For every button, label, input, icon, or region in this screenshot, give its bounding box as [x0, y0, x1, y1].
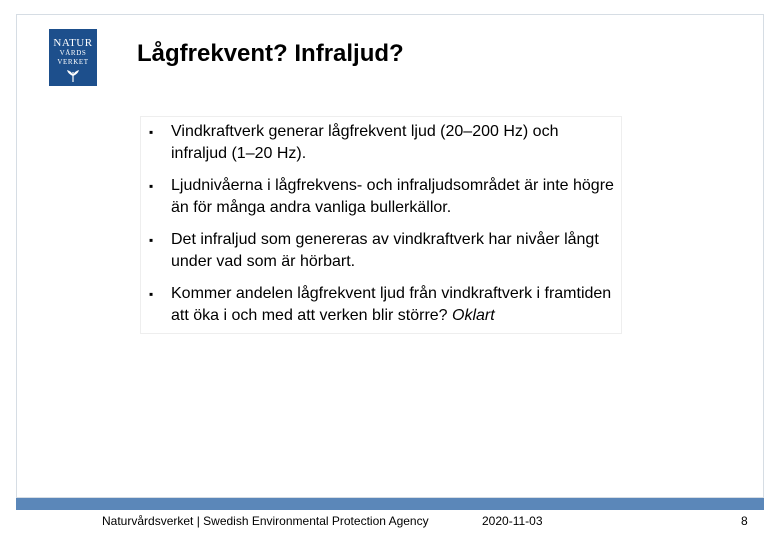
bullet-text: [147, 283, 617, 327]
logo-line-3: VERKET: [57, 58, 89, 66]
logo-line-2: VÅRDS: [59, 49, 87, 57]
bullet-item: [147, 229, 617, 273]
bullet-marker: ▪: [149, 287, 154, 301]
footer-date: 2020-11-03: [482, 514, 543, 528]
bullet-marker: ▪: [149, 125, 154, 139]
bullet-item: [147, 121, 617, 165]
bullet-text-main: Kommer andelen lågfrekvent ljud från vindkraftverk i framtiden att öka i och med att verken blir större?: [171, 285, 612, 324]
naturvardsverket-logo: [49, 29, 97, 86]
bullet-text: Ljudnivåerna i lågfrekvens- och infraljudsområdet är inte högre än för många andra vanliga bullerkällor.: [171, 177, 614, 216]
bullet-item: [147, 283, 617, 327]
bullet-emphasis: Oklart: [452, 307, 495, 324]
bullet-text: Det infraljud som genereras av vindkraftverk har nivåer långt under vad som är hörbart.: [171, 231, 599, 270]
footer-organization: Naturvårdsverket | Swedish Environmental Protection Agency: [102, 514, 429, 528]
footer-bar: [16, 498, 764, 510]
bullet-marker: ▪: [149, 233, 154, 247]
bullet-item: [147, 175, 617, 219]
page-title: Lågfrekvent? Infraljud?: [137, 40, 404, 67]
bullet-text: Vindkraftverk generar lågfrekvent ljud (20–200 Hz) och infraljud (1–20 Hz).: [171, 123, 559, 162]
logo-line-1: NATUR: [53, 37, 93, 49]
plant-icon: [63, 68, 83, 82]
page-number: 8: [741, 514, 748, 528]
bullet-marker: ▪: [149, 179, 154, 193]
